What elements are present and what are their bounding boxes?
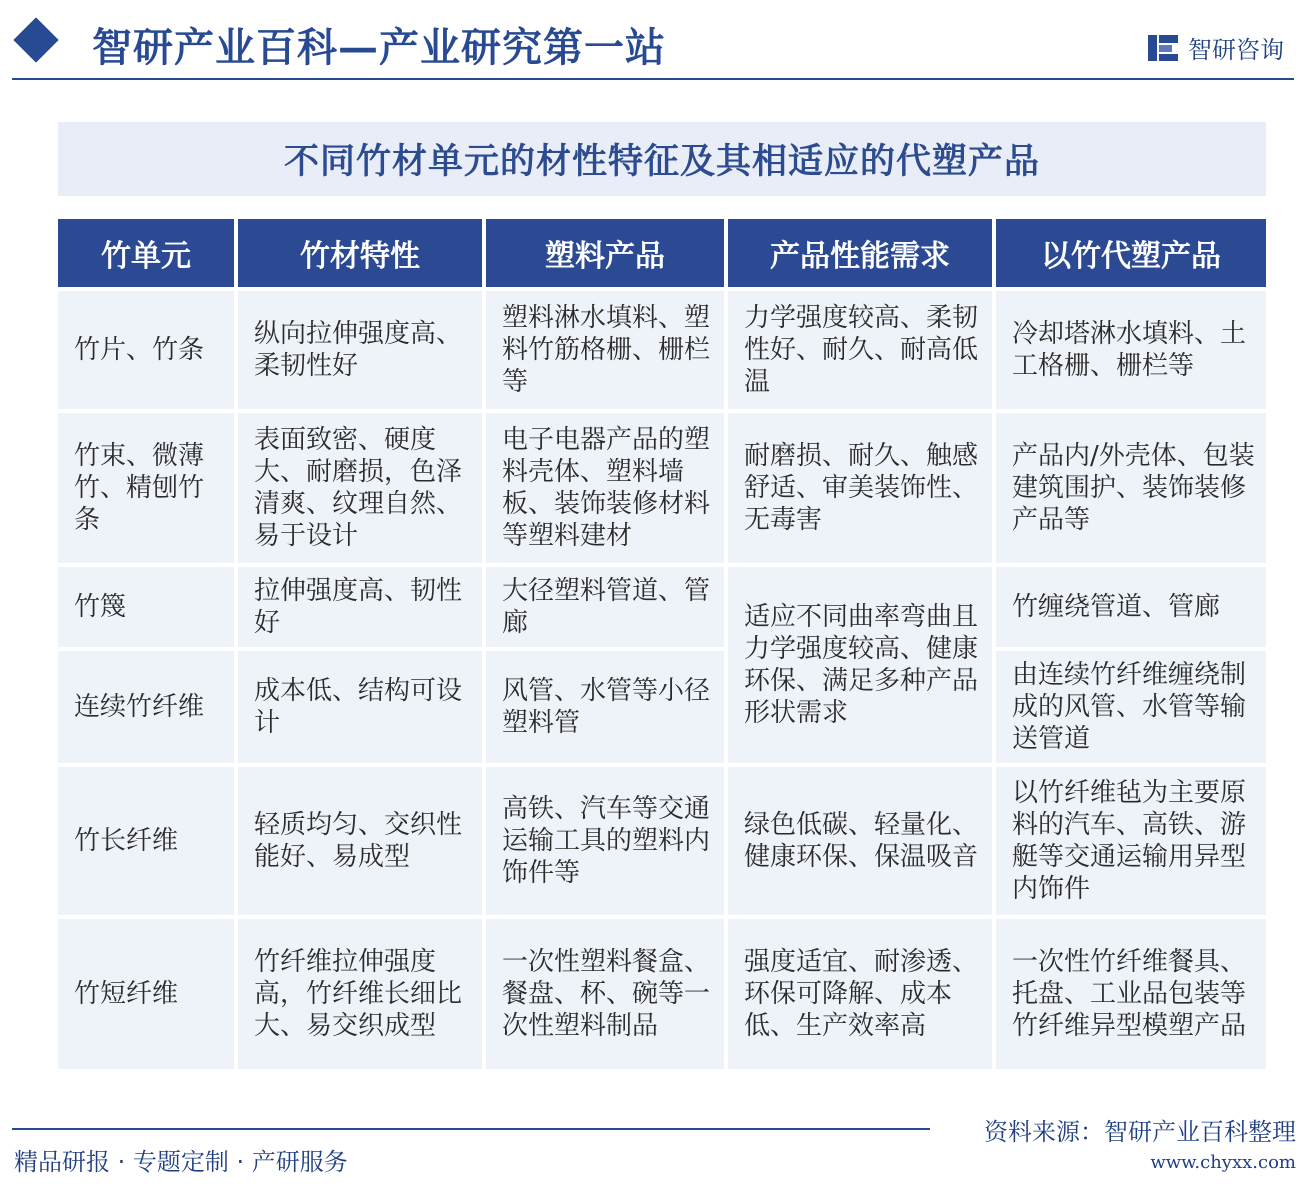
cell-requirement: 力学强度较高、柔韧性好、耐久、耐高低温 xyxy=(728,291,992,409)
website-url[interactable]: www.chyxx.com xyxy=(1150,1152,1296,1173)
table-row xyxy=(58,919,1266,1069)
cell-substitute: 一次性竹纤维餐具、托盘、工业品包装等竹纤维异型模塑产品 xyxy=(996,919,1266,1069)
cell-property: 成本低、结构可设计 xyxy=(238,651,482,763)
column-header-property: 竹材特性 xyxy=(238,219,482,287)
cell-unit: 竹束、微薄竹、精刨竹条 xyxy=(58,413,234,563)
cell-unit: 竹短纤维 xyxy=(58,919,234,1069)
table-row xyxy=(58,413,1266,563)
cell-requirement: 强度适宜、耐渗透、环保可降解、成本低、生产效率高 xyxy=(728,919,992,1069)
column-header-unit: 竹单元 xyxy=(58,219,234,287)
page-header xyxy=(0,0,1306,84)
footer-slogan: 精品研报 · 专题定制 · 产研服务 xyxy=(14,1148,348,1176)
cell-unit: 竹片、竹条 xyxy=(58,291,234,409)
cell-plastic: 大径塑料管道、管廊 xyxy=(486,567,724,647)
cell-plastic: 塑料淋水填料、塑料竹筋格栅、栅栏等 xyxy=(486,291,724,409)
cell-substitute: 由连续竹纤维缠绕制成的风管、水管等输送管道 xyxy=(996,651,1266,763)
cell-property: 轻质均匀、交织性能好、易成型 xyxy=(238,767,482,915)
source-note: 资料来源：智研产业百科整理 xyxy=(984,1118,1296,1146)
table-title: 不同竹材单元的材性特征及其相适应的代塑产品 xyxy=(283,141,1040,182)
cell-property: 纵向拉伸强度高、柔韧性好 xyxy=(238,291,482,409)
table-row xyxy=(58,767,1266,915)
column-header-substitute: 以竹代塑产品 xyxy=(996,219,1266,287)
diamond-icon xyxy=(13,17,58,62)
cell-substitute: 竹缠绕管道、管廊 xyxy=(996,567,1266,647)
cell-unit: 竹篾 xyxy=(58,567,234,647)
cell-plastic: 高铁、汽车等交通运输工具的塑料内饰件等 xyxy=(486,767,724,915)
cell-property: 表面致密、硬度大、耐磨损，色泽清爽、纹理自然、易于设计 xyxy=(238,413,482,563)
cell-requirement: 绿色低碳、轻量化、健康环保、保温吸音 xyxy=(728,767,992,915)
table-row xyxy=(58,291,1266,409)
brand-name: 智研咨询 xyxy=(1188,36,1284,64)
header-title: 智研产业百科—产业研究第一站 xyxy=(92,24,666,71)
column-header-requirement: 产品性能需求 xyxy=(728,219,992,287)
brand-logo-icon xyxy=(1146,31,1180,65)
cell-requirement: 耐磨损、耐久、触感舒适、审美装饰性、无毒害 xyxy=(728,413,992,563)
cell-substitute: 冷却塔淋水填料、土工格栅、栅栏等 xyxy=(996,291,1266,409)
cell-property: 竹纤维拉伸强度高，竹纤维长细比大、易交织成型 xyxy=(238,919,482,1069)
brand xyxy=(1146,30,1284,65)
cell-plastic: 风管、水管等小径塑料管 xyxy=(486,651,724,763)
footer-divider xyxy=(12,1128,930,1130)
column-header-plastic: 塑料产品 xyxy=(486,219,724,287)
cell-substitute: 以竹纤维毡为主要原料的汽车、高铁、游艇等交通运输用异型内饰件 xyxy=(996,767,1266,915)
cell-requirement: 适应不同曲率弯曲且力学强度较高、健康环保、满足多种产品形状需求 xyxy=(728,567,992,763)
cell-plastic: 一次性塑料餐盒、餐盘、杯、碗等一次性塑料制品 xyxy=(486,919,724,1069)
header-divider xyxy=(12,78,1294,80)
cell-unit: 连续竹纤维 xyxy=(58,651,234,763)
comparison-table xyxy=(54,215,1270,1073)
cell-property: 拉伸强度高、韧性好 xyxy=(238,567,482,647)
table-title-band xyxy=(58,122,1266,196)
table-row xyxy=(58,651,1266,763)
cell-substitute: 产品内/外壳体、包装建筑围护、装饰装修产品等 xyxy=(996,413,1266,563)
table-header-row xyxy=(58,219,1266,287)
cell-plastic: 电子电器产品的塑料壳体、塑料墙板、装饰装修材料等塑料建材 xyxy=(486,413,724,563)
cell-unit: 竹长纤维 xyxy=(58,767,234,915)
comparison-table-wrapper xyxy=(58,219,1266,1069)
table-row xyxy=(58,567,1266,647)
